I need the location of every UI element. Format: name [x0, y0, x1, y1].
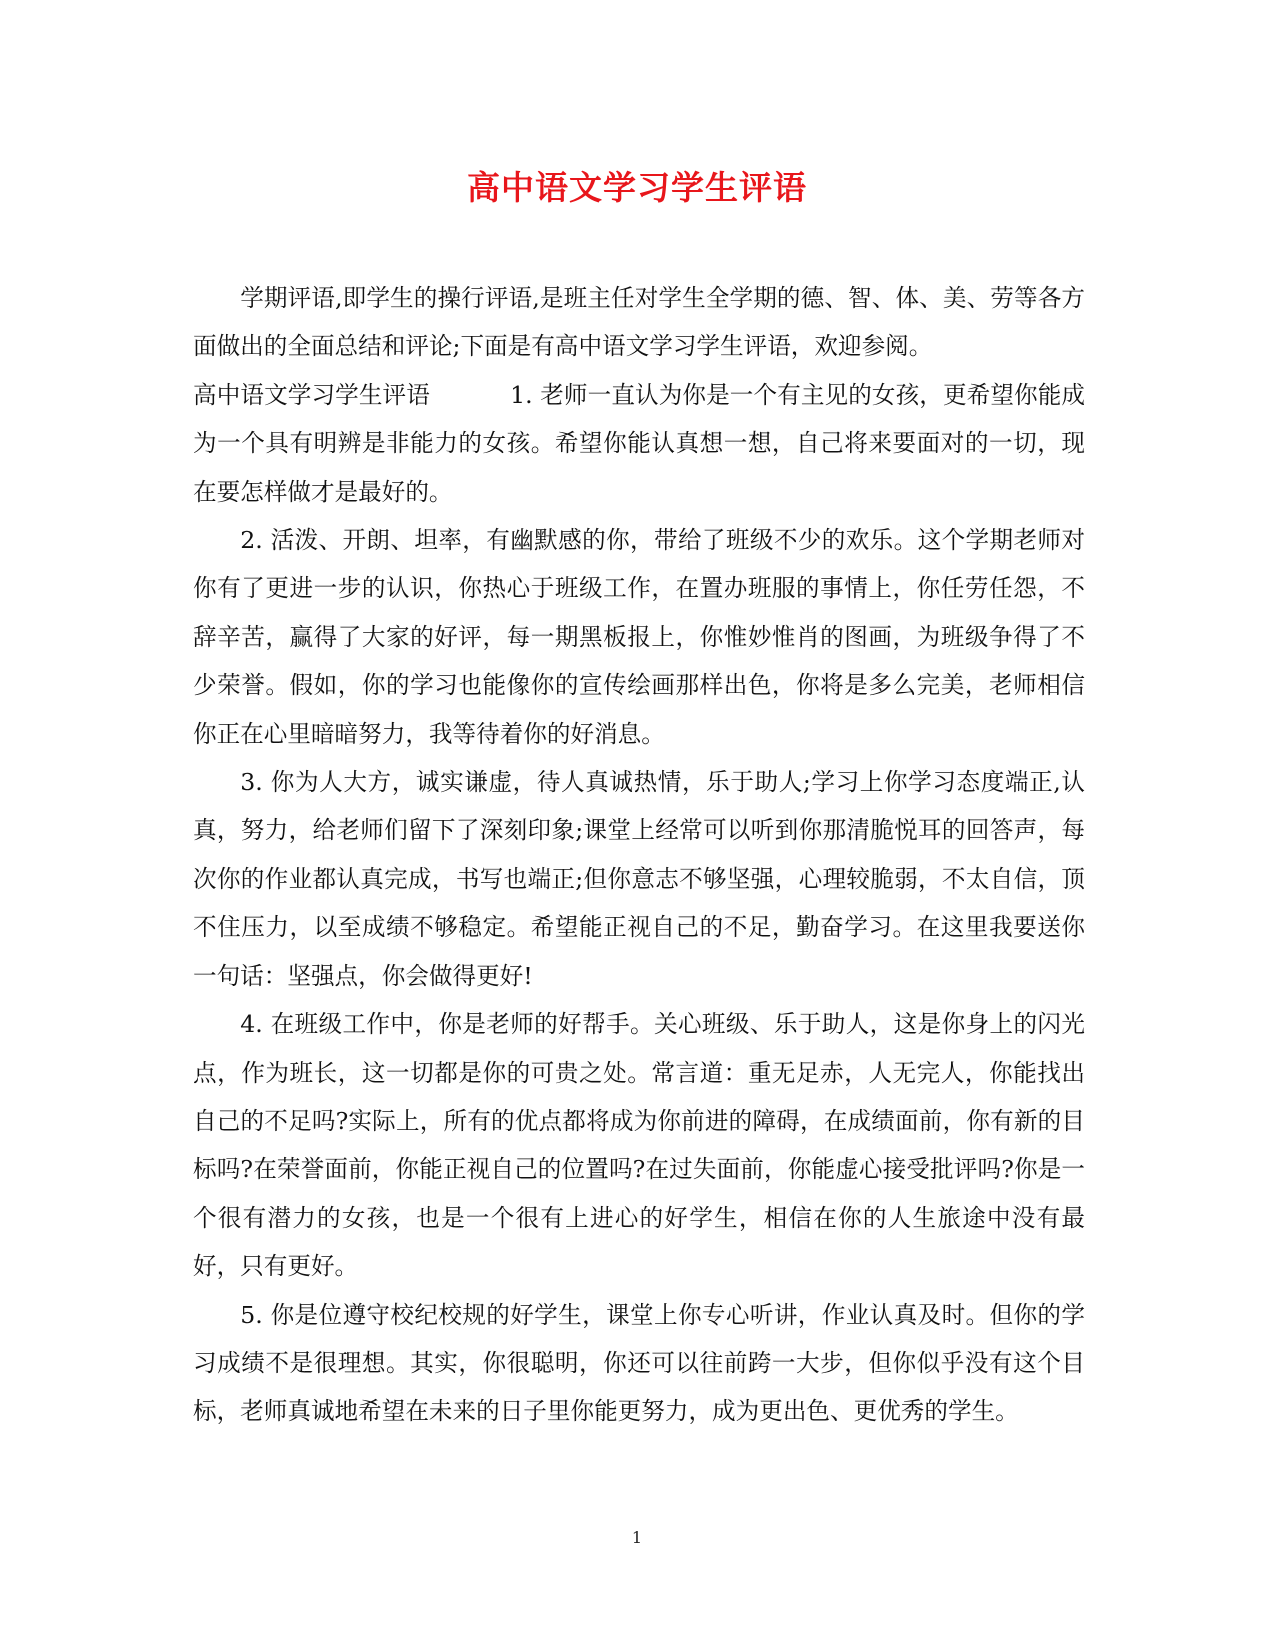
item-1-paragraph [193, 371, 1085, 516]
intro-paragraph: 学期评语,即学生的操行评语,是班主任对学生全学期的德、智、体、美、劳等各方面做出的全面总结和评论;下面是有高中语文学习学生评语，欢迎参阅。 [193, 284, 1085, 361]
item-5-paragraph: 5. 你是位遵守校纪校规的好学生，课堂上你专心听讲，作业认真及时。但你的学习成绩不是很理想。其实，你很聪明，你还可以往前跨一大步，但你似乎没有这个目标，老师真诚地希望在未来的日子里你能更努力，成为更出色、更优秀的学生。 [193, 1300, 1085, 1426]
item-4-paragraph: 4. 在班级工作中，你是老师的好帮手。关心班级、乐于助人，这是你身上的闪光点，作为班长，这一切都是你的可贵之处。常言道：重无足赤，人无完人，你能找出自己的不足吗?实际上，所有的优点都将成为你前进的障碍，在成绩面前，你有新的目标吗?在荣誉面前，你能正视自己的位置吗?在过失面前，你能虚心接受批评吗?你是一个很有潜力的女孩，也是一个很有上进心的好学生，相信在你的人生旅途中没有最好，只有更好。 [193, 1010, 1085, 1281]
document-title: 高中语文学习学生评语 [467, 168, 807, 207]
item-3-paragraph: 3. 你为人大方，诚实谦虚，待人真诚热情，乐于助人;学习上你学习态度端正,认真，努力，给老师们留下了深刻印象;课堂上经常可以听到你那清脆悦耳的回答声，每次你的作业都认真完成，书写也端正;但你意志不够坚强，心理较脆弱，不太自信，顶不住压力，以至成绩不够稳定。希望能正视自己的不足，勤奋学习。在这里我要送你一句话：坚强点，你会做得更好! [193, 768, 1085, 990]
page-number: 1 [631, 1528, 643, 1547]
section-heading: 高中语文学习学生评语 [193, 380, 430, 409]
item-1-text: 1. 老师一直认为你是一个有主见的女孩，更希望你能成为一个具有明辨是非能力的女孩。希望你能认真想一想，自己将来要面对的一切，现在要怎样做才是最好的。 [193, 380, 1086, 506]
document-body [193, 274, 1085, 1436]
item-2-paragraph: 2. 活泼、开朗、坦率，有幽默感的你，带给了班级不少的欢乐。这个学期老师对你有了更进一步的认识，你热心于班级工作，在置办班服的事情上，你任劳任怨，不辞辛苦，赢得了大家的好评，每一期黑板报上，你惟妙惟肖的图画，为班级争得了不少荣誉。假如，你的学习也能像你的宣传绘画那样出色，你将是多么完美，老师相信你正在心里暗暗努力，我等待着你的好消息。 [193, 526, 1085, 748]
